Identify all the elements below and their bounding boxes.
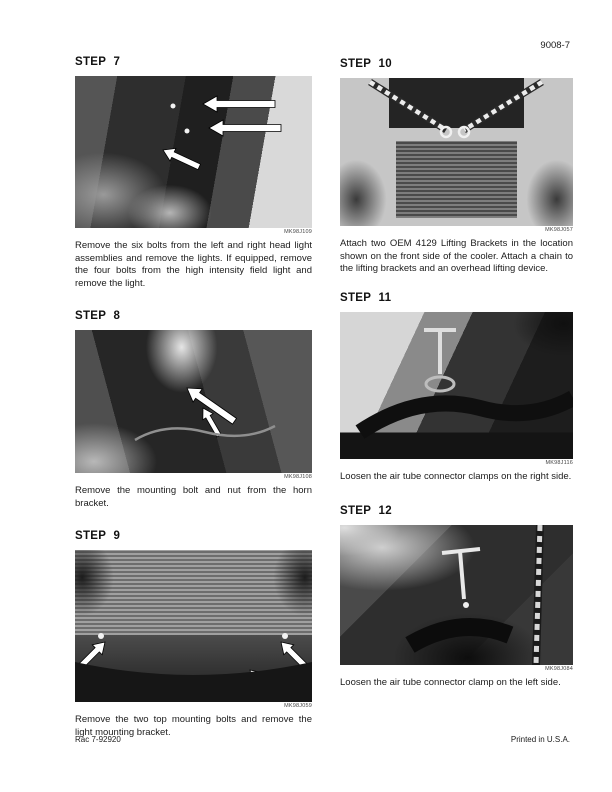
step-10-caption: Attach two OEM 4129 Lifting Brackets in the location shown on the front side of the cooler. Attach a chain to the lifting brackets and an overhead lifting device. [340, 238, 573, 274]
bolt-dot [98, 633, 104, 639]
step-7-section [75, 56, 312, 290]
step-7-title: STEP 7 [75, 56, 121, 68]
step-10-photo-credit: MK98J057 [545, 227, 573, 233]
step-9-photo-overlay [75, 550, 312, 702]
step-8-photo-overlay [75, 330, 312, 473]
step-10-photo-overlay [340, 78, 573, 226]
step-11-title: STEP 11 [340, 291, 392, 304]
step-11-photo-credit: MK98J116 [545, 459, 573, 466]
step-7-figure [75, 76, 312, 236]
step-7-photo [75, 76, 312, 228]
callout-arrow-icon [160, 144, 202, 174]
callout-arrow-icon [209, 120, 281, 136]
step-12-figure [340, 525, 573, 673]
step-8-section [75, 310, 312, 510]
step-7-caption: Remove the six bolts from the left and right head light assemblies and remove the lights. If equipped, remove the four bolts from the high intensity field light and remove the light. [75, 240, 312, 289]
callout-arrow-icon [203, 96, 275, 112]
step-11-caption: Loosen the air tube connector clamps on the right side. [340, 470, 572, 482]
step-9-section [75, 530, 312, 739]
step-11-photo-overlay [340, 312, 573, 459]
wiring-harness [135, 426, 275, 440]
step-12-section [340, 505, 573, 690]
step-10-figure [340, 78, 573, 234]
step-12-photo [340, 525, 573, 665]
step-7-photo-credit: MK98J109 [284, 229, 312, 235]
step-12-title: STEP 12 [340, 505, 392, 517]
step-9-figure [75, 550, 312, 710]
bumper-shadow [75, 662, 312, 702]
right-column [340, 58, 573, 690]
step-9-photo-credit: MK98J059 [284, 703, 312, 709]
step-9-photo [75, 550, 312, 702]
t-handle-wrench [460, 551, 464, 599]
step-10-section [340, 58, 573, 276]
step-8-figure [75, 330, 312, 481]
step-12-photo-overlay [340, 525, 573, 665]
air-tube-elbow [410, 627, 510, 645]
step-11-section [340, 292, 573, 484]
step-10-title: STEP 10 [340, 58, 392, 70]
step-8-photo-credit: MK98J108 [284, 474, 312, 480]
tube-clamp [426, 377, 454, 391]
bolt-dot [282, 633, 288, 639]
t-handle-wrench [442, 549, 480, 553]
step-9-caption: Remove the two top mounting bolts and remove the light mounting bracket. [75, 714, 312, 738]
page-footer [75, 735, 570, 744]
step-7-photo-overlay [75, 76, 312, 228]
step-9-title: STEP 9 [75, 530, 121, 542]
step-12-photo-credit: MK98J084 [545, 666, 573, 672]
step-8-caption: Remove the mounting bolt and nut from the horn bracket. [75, 485, 312, 509]
clamp-bolt-dot [463, 602, 469, 608]
step-12-caption: Loosen the air tube connector clamp on the left side. [340, 677, 561, 688]
air-tube [360, 398, 573, 432]
step-11-figure [340, 312, 573, 467]
bolt-dot [171, 104, 176, 109]
step-8-title: STEP 8 [75, 310, 121, 322]
page-number: 9008-7 [540, 40, 570, 51]
bolt-dot [185, 129, 190, 134]
step-10-photo [340, 78, 573, 226]
step-8-photo [75, 330, 312, 473]
footer-doc-number: Rac 7-92920 [75, 735, 121, 744]
footer-printed-in: Printed in U.S.A. [510, 735, 570, 744]
step-11-photo [340, 312, 573, 459]
left-column [75, 56, 312, 739]
